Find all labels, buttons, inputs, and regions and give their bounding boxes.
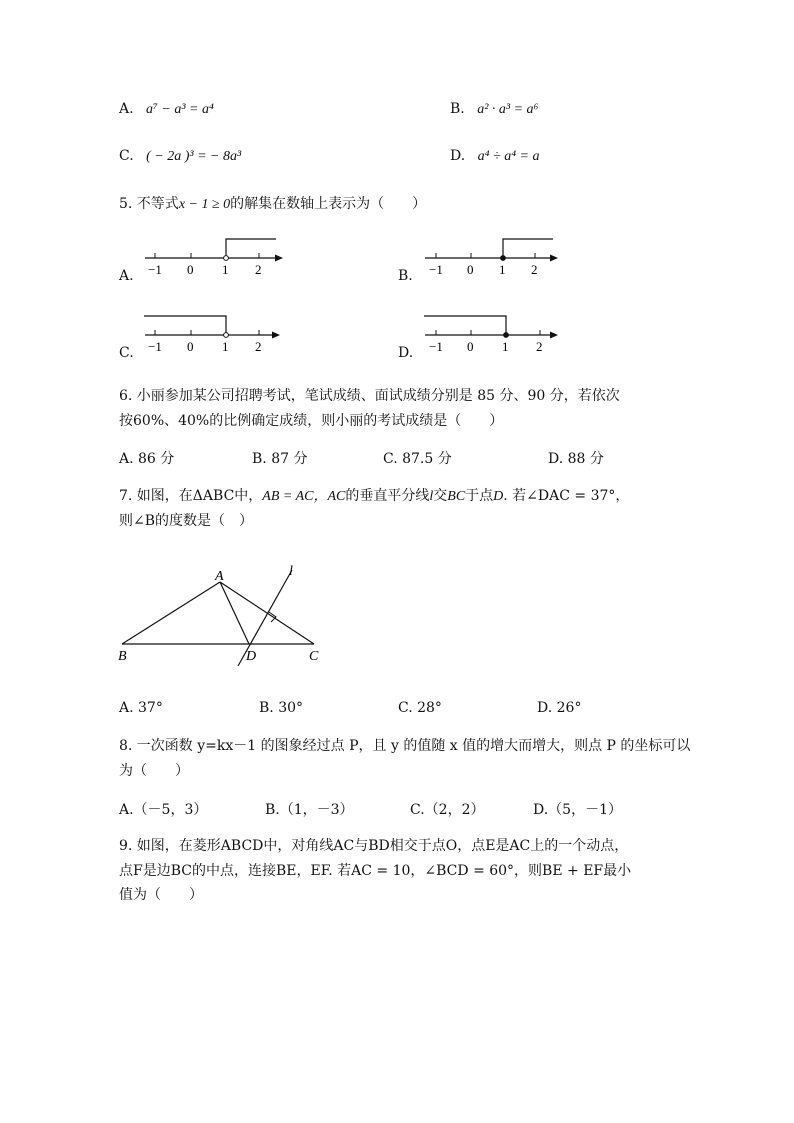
q9-line-2: 点F是边BC的中点，连接BE，EF. 若AC = 10，∠BCD = 60°，则BE + EF最小 — [119, 863, 632, 879]
q5-option-d-label[interactable]: D. — [398, 345, 414, 361]
label-A: A — [215, 569, 224, 584]
q8-line-1: 8. 一次函数 y=kx－1 的图象经过点 P，且 y 的值随 x 值的增大而增大，则点 P 的坐标可以 — [119, 738, 691, 754]
tick-label: −1 — [429, 262, 443, 277]
q5-number-line-c — [140, 309, 300, 369]
q7-stem-a: 7. 如图，在ΔABC中， — [119, 488, 263, 504]
q8-option-d[interactable]: D.（5，－1） — [533, 802, 622, 818]
q7-stem-d: l — [429, 489, 434, 504]
label-B: B — [118, 649, 127, 664]
q4-option-c[interactable] — [119, 148, 241, 166]
tick-label: −1 — [148, 339, 162, 354]
q5-inequality: x − 1 ≥ 0 — [178, 197, 231, 212]
q4-option-d-label: D. — [450, 148, 466, 164]
q7-stem-i: . 若∠DAC = 37°， — [503, 488, 630, 504]
q9-line-3: 值为（ ） — [119, 887, 203, 903]
q5-number-line-b — [420, 232, 580, 292]
tick-label: 2 — [531, 262, 538, 277]
q4-option-a-label: A. — [119, 101, 134, 117]
q7-option-b[interactable]: B. 30° — [259, 700, 304, 716]
q7-line-2: 则∠B的度数是（ ） — [119, 513, 254, 529]
q4-option-c-expr: ( − 2a )³ = − 8a³ — [146, 149, 242, 164]
q7-option-c[interactable]: C. 28° — [398, 700, 442, 716]
q6-option-a[interactable]: A. 86 分 — [119, 451, 175, 467]
tick-label: −1 — [148, 262, 162, 277]
tick-label: 2 — [536, 339, 543, 354]
q6-line-1: 6. 小丽参加某公司招聘考试，笔试成绩、面试成绩分别是 85 分、90 分，若依次 — [119, 388, 620, 404]
q7-option-a[interactable]: A. 37° — [119, 700, 163, 716]
tick-label: 0 — [467, 339, 474, 354]
q4-option-c-label: C. — [119, 148, 134, 164]
q6-option-c[interactable]: C. 87.5 分 — [383, 451, 452, 467]
q7-option-d[interactable]: D. 26° — [537, 700, 582, 716]
label-D: D — [246, 649, 257, 664]
q4-option-b-expr: a² · a³ = a⁶ — [477, 102, 539, 117]
q7-stem-h: D — [493, 489, 504, 504]
tick-label: 1 — [499, 262, 506, 277]
q4-option-b[interactable] — [450, 101, 538, 119]
tick-label: 1 — [222, 262, 229, 277]
tick-label: −1 — [429, 339, 443, 354]
q6-option-b[interactable]: B. 87 分 — [252, 451, 308, 467]
q4-option-d[interactable] — [450, 148, 540, 166]
tick-label: 1 — [222, 339, 229, 354]
tick-label: 1 — [502, 339, 509, 354]
q4-option-a-expr: a⁷ − a³ = a⁴ — [146, 102, 214, 117]
q7-stem-g: 于点 — [465, 488, 494, 504]
q8-option-c[interactable]: C.（2，2） — [410, 802, 485, 818]
q5-number-line-d — [420, 309, 580, 369]
tick-label: 0 — [467, 262, 474, 277]
q7-stem-c: 的垂直平分线 — [345, 488, 430, 504]
q7-stem-b: AB = AC，AC — [262, 489, 346, 504]
q7-triangle-figure — [115, 560, 335, 670]
q5-option-b-label[interactable]: B. — [398, 268, 413, 284]
q6-line-2: 按60%、40%的比例确定成绩，则小丽的考试成绩是（ ） — [119, 413, 504, 429]
q7-stem-f: BC — [447, 489, 466, 504]
tick-label: 2 — [255, 339, 262, 354]
tick-label: 0 — [187, 262, 194, 277]
q4-option-d-expr: a⁴ ÷ a⁴ = a — [477, 149, 540, 164]
q8-option-b[interactable]: B.（1，－3） — [265, 802, 354, 818]
q7-line-1 — [119, 488, 629, 506]
tick-label: 2 — [255, 262, 262, 277]
q7-stem-e: 交 — [433, 488, 448, 504]
q8-line-2: 为（ ） — [119, 763, 189, 779]
tick-label: 0 — [187, 339, 194, 354]
q5-number-line-a — [140, 232, 300, 292]
q6-option-d[interactable]: D. 88 分 — [548, 451, 604, 467]
q5-stem-suffix: 的解集在数轴上表示为（ ） — [230, 196, 427, 212]
q4-option-a[interactable] — [119, 101, 214, 119]
q9-line-1: 9. 如图，在菱形ABCD中，对角线AC与BD相交于点O，点E是AC上的一个动点， — [119, 838, 629, 854]
q5-stem-prefix: 5. 不等式 — [119, 196, 179, 212]
label-C: C — [309, 649, 319, 664]
q5-option-c-label[interactable]: C. — [119, 345, 134, 361]
q8-option-a[interactable]: A.（－5，3） — [119, 802, 208, 818]
q4-option-b-label: B. — [450, 101, 465, 117]
q5-option-a-label[interactable]: A. — [119, 268, 134, 284]
q5-stem — [119, 196, 426, 214]
label-l: l — [289, 564, 293, 579]
